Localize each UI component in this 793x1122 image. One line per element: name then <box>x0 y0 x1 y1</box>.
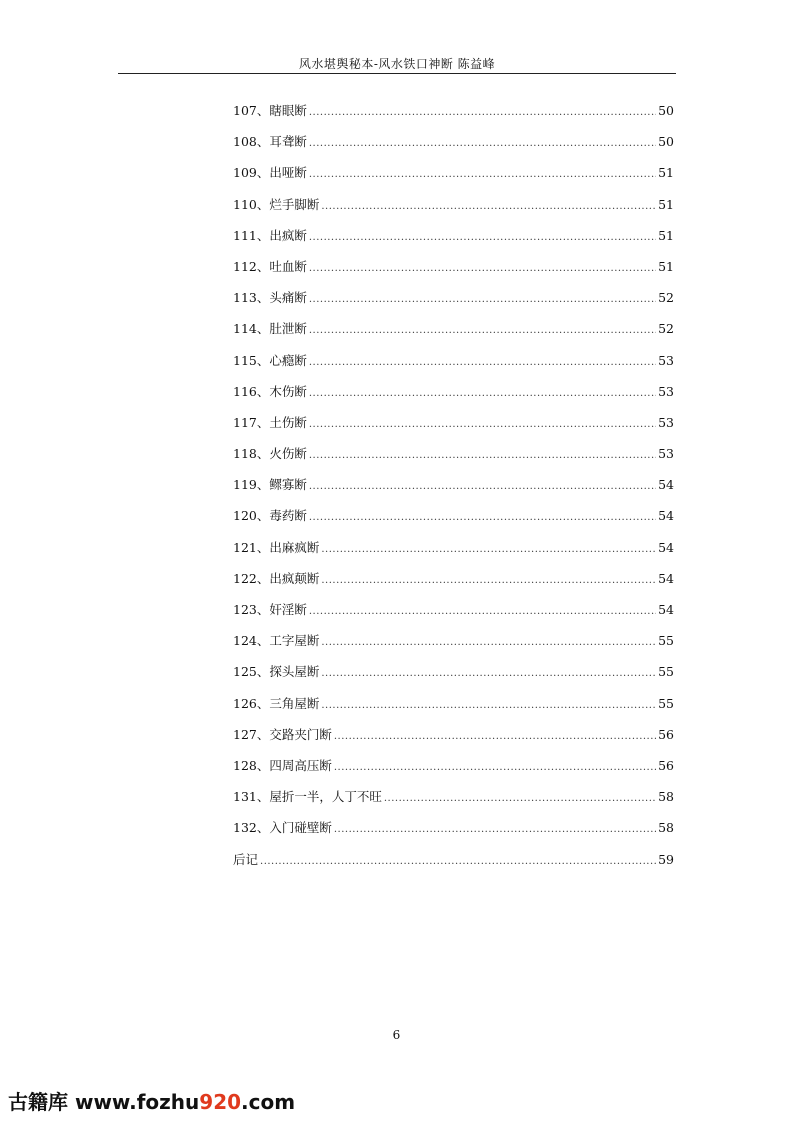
toc-entry-title: 107、瞎眼断 <box>233 103 307 118</box>
toc-entry-title: 114、肚泄断 <box>233 321 307 337</box>
toc-entry-title: 119、鳏寡断 <box>233 477 307 493</box>
toc-entry-title: 123、奸淫断 <box>233 602 307 617</box>
toc-entry-title: 127、交路夹门断 <box>233 726 332 742</box>
toc-dot-leader <box>309 419 656 430</box>
toc-entry[interactable] <box>233 818 674 849</box>
toc-entry-page: 52 <box>658 321 674 337</box>
site-watermark <box>8 1086 295 1115</box>
toc-entry-page: 54 <box>658 602 674 617</box>
toc-entry[interactable] <box>233 569 674 600</box>
toc-entry[interactable] <box>233 101 674 132</box>
toc-entry[interactable] <box>233 382 674 413</box>
toc-entry-page: 59 <box>658 851 674 867</box>
toc-entry-page: 53 <box>658 352 674 368</box>
toc-entry-page: 51 <box>658 165 674 181</box>
toc-entry-title: 122、出疯颠断 <box>233 570 320 586</box>
toc-entry[interactable] <box>233 351 674 382</box>
toc-entry-page: 50 <box>658 134 674 150</box>
toc-entry-title: 132、入门碰壁断 <box>233 820 332 836</box>
toc-entry-page: 51 <box>658 258 674 274</box>
toc-entry-title: 121、出麻疯断 <box>233 539 320 555</box>
toc-dot-leader <box>309 169 656 180</box>
toc-entry-page: 53 <box>658 414 674 430</box>
toc-entry-title: 109、出哑断 <box>233 165 307 181</box>
toc-entry-title: 115、心瘾断 <box>233 352 307 368</box>
toc-entry[interactable] <box>233 319 674 350</box>
toc-entry-title: 131、屋折一半，人丁不旺 <box>233 789 382 805</box>
toc-entry-page: 53 <box>658 446 674 462</box>
toc-dot-leader <box>309 481 656 492</box>
toc-dot-leader <box>321 637 656 648</box>
toc-entry[interactable] <box>233 475 674 506</box>
toc-entry[interactable] <box>233 631 674 662</box>
toc-entry[interactable] <box>233 444 674 475</box>
toc-dot-leader <box>309 606 656 617</box>
toc-entry-page: 54 <box>658 477 674 493</box>
toc-entry-title: 111、出疯断 <box>233 227 307 243</box>
toc-entry[interactable] <box>233 694 674 725</box>
toc-dot-leader <box>309 450 656 461</box>
watermark-accent: 920 <box>199 1090 242 1114</box>
toc-dot-leader <box>309 357 656 368</box>
toc-entry-page: 55 <box>658 633 674 649</box>
toc-entry-title: 126、三角屋断 <box>233 695 320 711</box>
toc-dot-leader <box>334 762 656 773</box>
toc-entry-page: 55 <box>658 695 674 711</box>
toc-entry[interactable] <box>233 195 674 226</box>
toc-entry[interactable] <box>233 163 674 194</box>
toc-dot-leader <box>309 512 656 523</box>
header-divider <box>118 73 676 74</box>
toc-entry-page: 56 <box>658 757 674 773</box>
toc-entry-title: 124、工字屋断 <box>233 633 320 649</box>
toc-entry-title: 125、探头屋断 <box>233 664 320 680</box>
toc-entry-title: 112、吐血断 <box>233 258 307 274</box>
toc-entry-page: 55 <box>658 664 674 680</box>
toc-dot-leader <box>321 575 656 586</box>
toc-entry-page: 58 <box>658 820 674 836</box>
toc-entry[interactable] <box>233 226 674 257</box>
toc-entry-page: 58 <box>658 789 674 805</box>
toc-entry-page: 54 <box>658 539 674 555</box>
toc-dot-leader <box>309 138 656 149</box>
toc-entry[interactable] <box>233 850 674 881</box>
toc-dot-leader <box>321 201 656 212</box>
toc-entry[interactable] <box>233 257 674 288</box>
toc-entry-title: 128、四周高压断 <box>233 757 332 773</box>
toc-entry-title: 117、土伤断 <box>233 414 307 430</box>
toc-dot-leader <box>334 731 656 742</box>
toc-dot-leader <box>309 388 656 399</box>
watermark-prefix: 古籍库 www.fozhu <box>8 1090 200 1114</box>
toc-dot-leader <box>384 793 656 804</box>
toc-entry-title: 后记 <box>233 851 259 867</box>
toc-entry-title: 108、耳聋断 <box>233 134 307 150</box>
toc-entry[interactable] <box>233 725 674 756</box>
toc-entry-title: 120、毒药断 <box>233 508 307 524</box>
toc-entry[interactable] <box>233 787 674 818</box>
toc-dot-leader <box>309 294 656 305</box>
toc-dot-leader <box>321 668 656 679</box>
toc-entry[interactable] <box>233 413 674 444</box>
page-number: 6 <box>392 1028 401 1042</box>
toc-entry-page: 52 <box>658 290 674 306</box>
toc-entry[interactable] <box>233 756 674 787</box>
toc-entry-page: 54 <box>658 570 674 586</box>
toc-entry-title: 116、木伤断 <box>233 383 307 399</box>
toc-dot-leader <box>309 107 656 118</box>
toc-entry[interactable] <box>233 538 674 569</box>
toc-entry-title: 118、火伤断 <box>233 446 307 462</box>
toc-entry[interactable] <box>233 506 674 537</box>
toc-dot-leader <box>334 824 656 835</box>
toc-entry[interactable] <box>233 132 674 163</box>
toc-dot-leader <box>309 232 656 243</box>
toc-entry-page: 51 <box>658 196 674 212</box>
watermark-suffix: .com <box>241 1090 296 1114</box>
toc-dot-leader <box>260 856 656 867</box>
table-of-contents <box>233 101 674 881</box>
toc-dot-leader <box>321 544 656 555</box>
toc-dot-leader <box>309 263 656 274</box>
toc-dot-leader <box>309 325 656 336</box>
toc-entry-page: 54 <box>658 508 674 524</box>
toc-entry-page: 51 <box>658 227 674 243</box>
toc-entry-title: 110、烂手脚断 <box>233 196 320 212</box>
toc-dot-leader <box>321 700 656 711</box>
toc-entry-page: 50 <box>658 103 674 118</box>
toc-entry-page: 56 <box>658 726 674 742</box>
running-header-title: 风水堪舆秘本-风水铁口神断 陈益峰 <box>298 57 496 71</box>
toc-entry[interactable] <box>233 662 674 693</box>
toc-entry-title: 113、头痛断 <box>233 290 307 306</box>
toc-entry[interactable] <box>233 600 674 631</box>
toc-entry[interactable] <box>233 288 674 319</box>
toc-entry-page: 53 <box>658 383 674 399</box>
